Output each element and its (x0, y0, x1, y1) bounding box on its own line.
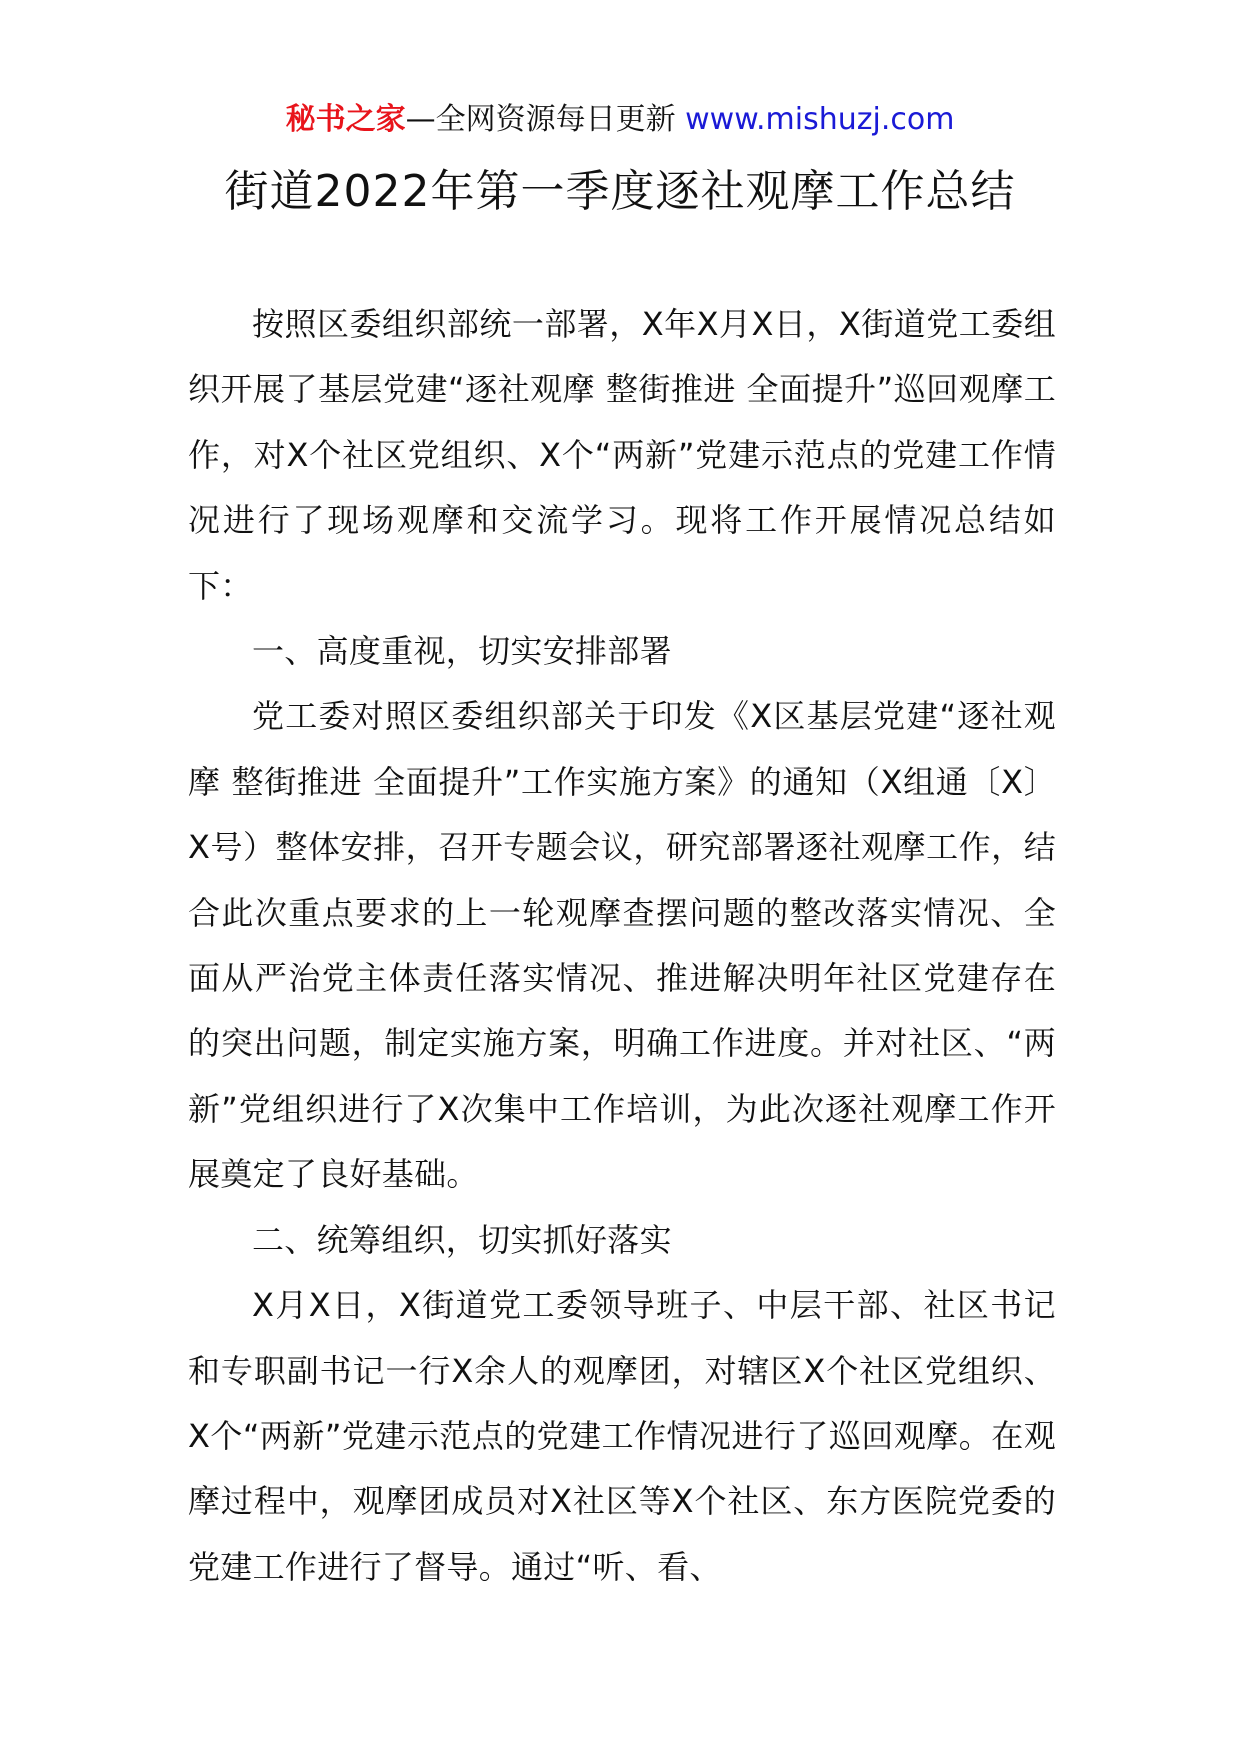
site-url-link[interactable]: www.mishuzj.com (685, 102, 955, 137)
site-header (0, 100, 1240, 140)
section-1-paragraph: 党工委对照区委组织部关于印发《X区基层党建“逐社观摩 整街推进 全面提升”工作实施方案》的通知（X组通〔X〕X号）整体安排，召开专题会议，研究部署逐社观摩工作，结合此次重点要求的上一轮观摩查摆问题的整改落实情况、全面从严治党主体责任落实情况、推进解决明年社区党建存在的突出问题，制定实施方案，明确工作进度。并对社区、“两新”党组织进行了X次集中工作培训，为此次逐社观摩工作开展奠定了良好基础。 (188, 697, 1056, 1194)
site-slogan: —全网资源每日更新 (405, 102, 676, 137)
section-2-paragraph: X月X日，X街道党工委领导班子、中层干部、社区书记和专职副书记一行X余人的观摩团，对辖区X个社区党组织、X个“两新”党建示范点的党建工作情况进行了巡回观摩。在观摩过程中，观摩团成员对X社区等X个社区、东方医院党委的党建工作进行了督导。通过“听、看、 (188, 1286, 1056, 1586)
document-body (188, 292, 1056, 1600)
document-title: 街道2022年第一季度逐社观摩工作总结 (224, 166, 1016, 217)
section-heading-1: 一、高度重视，切实安排部署 (252, 632, 672, 671)
site-brand: 秘书之家 (285, 102, 406, 137)
intro-paragraph: 按照区委组织部统一部署，X年X月X日，X街道党工委组织开展了基层党建“逐社观摩 整街推进 全面提升”巡回观摩工作，对X个社区党组织、X个“两新”党建示范点的党建工作情况进行了现场观摩和交流学习。现将工作开展情况总结如下： (188, 305, 1056, 605)
section-heading-2: 二、统筹组织，切实抓好落实 (252, 1220, 672, 1259)
